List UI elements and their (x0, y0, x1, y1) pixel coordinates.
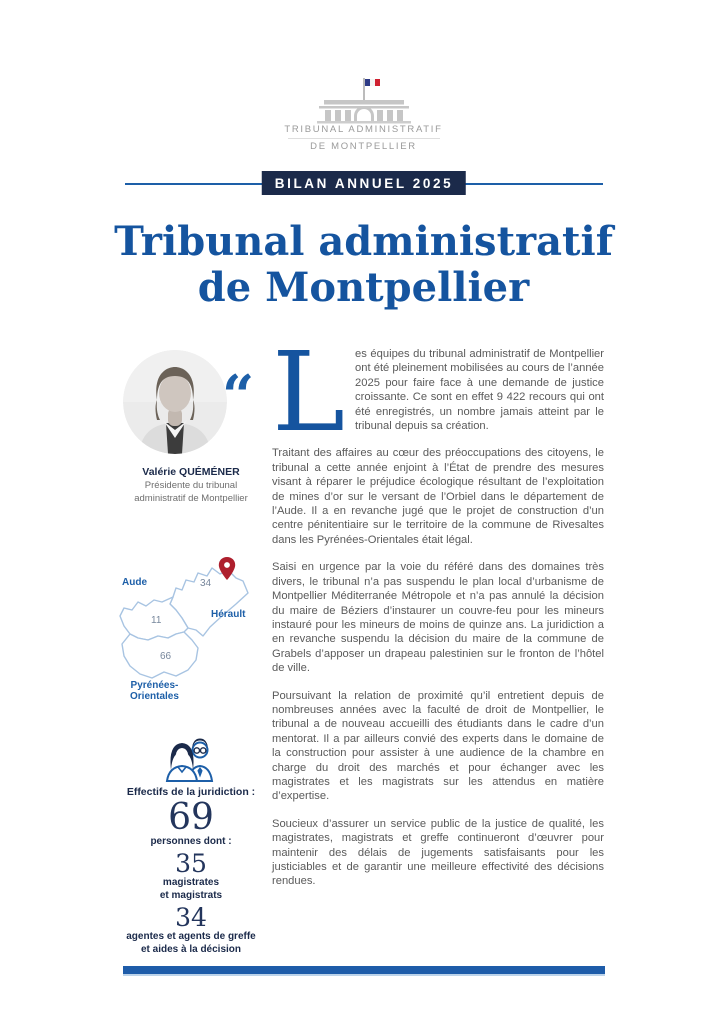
greffe-label: agentes et agents de greffe et aides à la décision (126, 931, 256, 955)
article-paragraph-1: Les équipes du tribunal administratif de Montpellier ont été pleinement mobilisées au cours de l’année 2025 pour faire face à une demande de justice croissante. Ce sont en effet 9 422 recours qui ont été enregistrés, un nombre jamais atteint par le tribunal depuis sa création. (272, 328, 604, 456)
editorial-article (272, 328, 604, 902)
president-role: Présidente du tribunal administratif de Montpellier (134, 480, 248, 504)
page-title (0, 219, 727, 311)
logo-text-line1: TRIBUNAL ADMINISTRATIF (284, 124, 443, 135)
french-flag-icon (363, 78, 380, 100)
page-title-line2: de Montpellier (197, 264, 530, 311)
two-people-icon (164, 736, 218, 782)
dropcap-letter: L (272, 328, 346, 456)
jurisdiction-map (110, 548, 272, 703)
greffe-count: 34 (175, 903, 207, 933)
president-name: Valérie QUÉMÉNER (142, 466, 240, 478)
map-label-aude: Aude (122, 576, 147, 588)
sidebar-column (110, 350, 272, 956)
article-paragraph-3: Saisi en urgence par la voie du référé dans des domaines très divers, le tribunal n’a pas suspendu le plan local d’urbanisme de Montpellier Méditerranée Métropole et n’a pas annulé la décision du maire de Béziers d’instaurer un couvre-feu pour les mineurs instauré pour les mineurs de moins de quinze ans. La juridiction a en revanche suspendu la décision du maire de la commune de Grabels d’apposer un drapeau palestinien sur le fronton de l’hôtel de ville. (272, 561, 604, 675)
staff-total-label: personnes dont : (150, 835, 232, 847)
president-portrait-block (110, 350, 272, 458)
president-photo (123, 350, 227, 454)
departments-outline (110, 548, 272, 698)
annual-report-banner (125, 171, 603, 197)
monument-icon (294, 76, 434, 124)
logo-divider (288, 138, 440, 139)
magistrates-label: magistrates et magistrats (159, 877, 223, 901)
banner-label: BILAN ANNUEL 2025 (262, 171, 466, 195)
article-paragraph-4: Poursuivant la relation de proximité qu’il entretient depuis de nombreuses années avec la faculté de droit de Montpellier, le tribunal a de nouveau accueilli des étudiants dans le cadre d’un mentorat. Il a par ailleurs convié des experts dans le domaine de la construction pour assister à une audience de la chambre en charge du droit des marchés et pour échanger avec les magistrates et les magistrats sur les attendus en matière d’expertise. (272, 689, 604, 803)
map-number-po: 66 (160, 650, 172, 662)
map-label-herault: Hérault (211, 608, 246, 620)
article-paragraph-5: Soucieux d’assurer un service public de la justice de qualité, les magistrates, magistrats et greffe continueront d’œuvrer pour maintenir des délais de jugements satisfaisants pour les justiciables et de garantir une meilleure effectivité des décisions rendues. (272, 817, 604, 888)
article-paragraph-2: Traitant des affaires au cœur des préoccupations des citoyens, le tribunal a cette année enjoint à l’État de prendre des mesures visant à réparer le préjudice écologique résultant de l’exploitation de mines d’or sur le versant de l’Orbiel dans le département de l’Aude. Il a en revanche jugé que le projet de construction d’un centre pénitentiaire sur le territoire de la commune de Rivesaltes dans les Pyrénées-Orientales était légal. (272, 447, 604, 546)
page-title-line1: Tribunal administratif (114, 218, 613, 265)
staff-total-value: 69 (168, 796, 214, 838)
staff-heading: Effectifs de la juridiction : (126, 785, 256, 798)
opening-quote-icon: “ (222, 363, 255, 429)
logo-text-line2: DE MONTPELLIER (310, 141, 417, 152)
map-number-herault: 34 (200, 577, 212, 589)
map-label-pyrenees-orientales: Pyrénées- Orientales (130, 679, 179, 703)
footer-rule (123, 966, 605, 976)
staff-stats (110, 736, 272, 957)
magistrates-count: 35 (175, 849, 207, 879)
tribunal-logo (0, 76, 727, 153)
map-number-aude: 11 (151, 614, 162, 626)
